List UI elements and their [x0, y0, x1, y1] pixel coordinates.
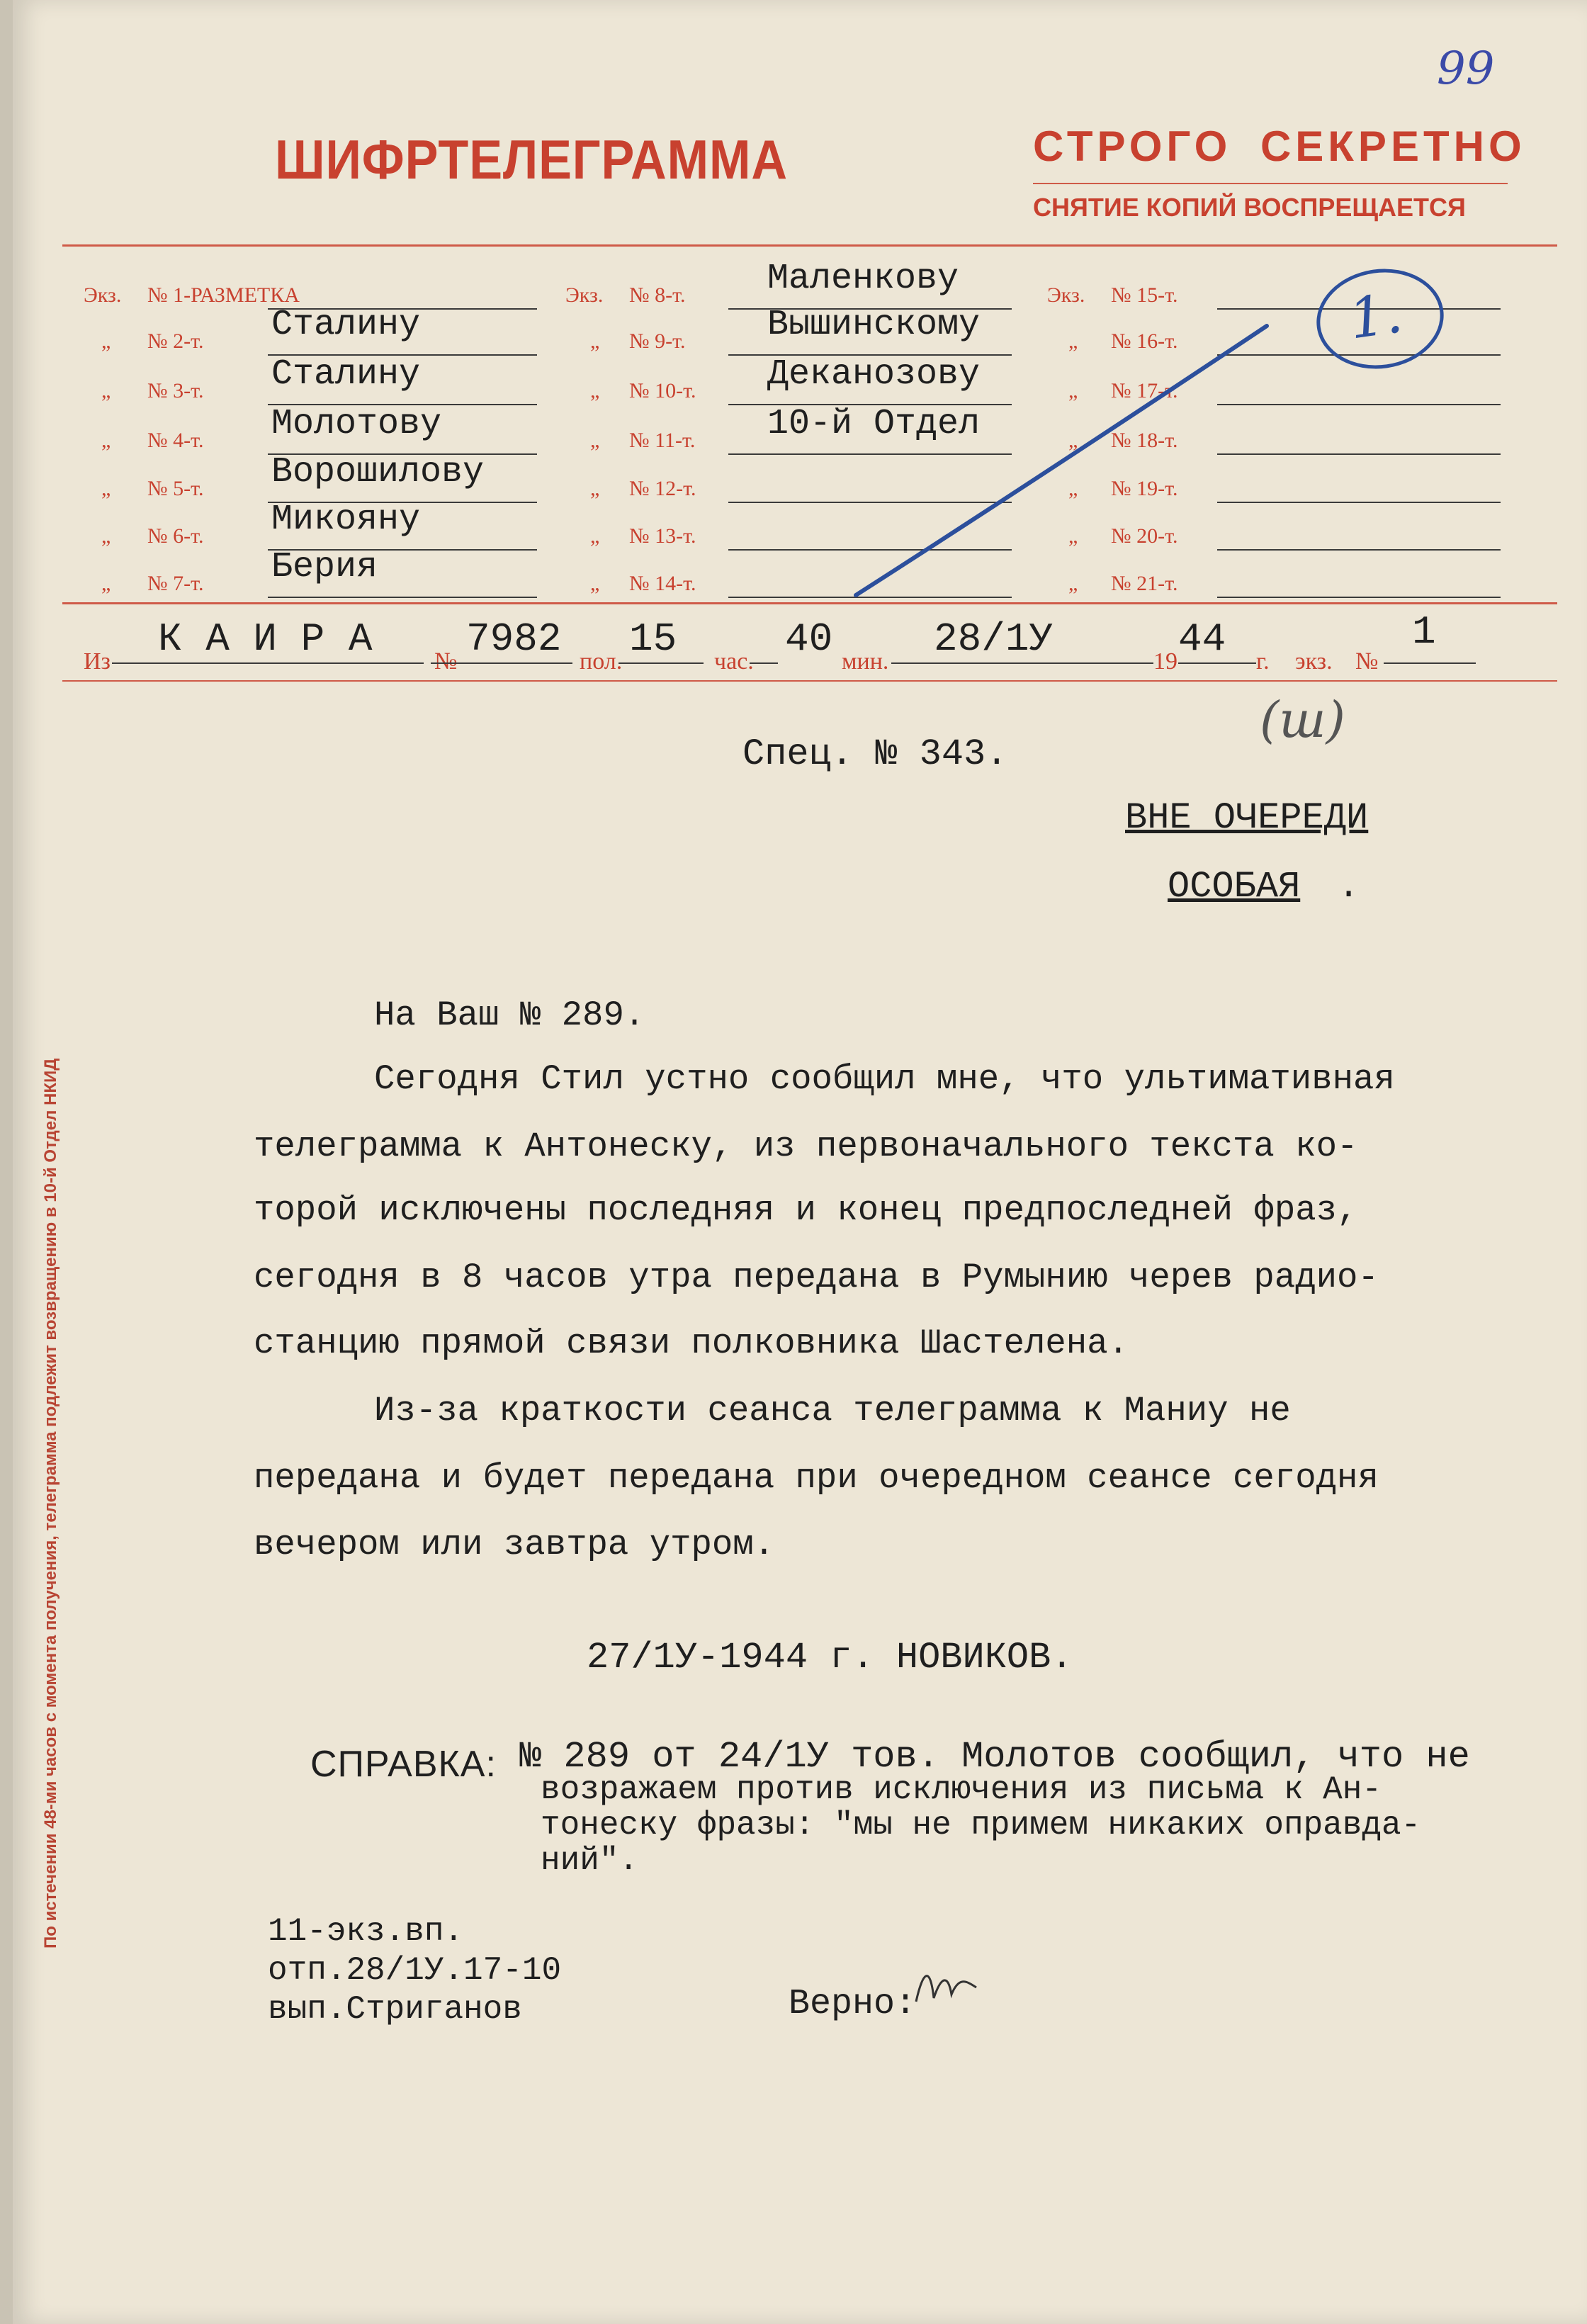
copy-prefix: „	[590, 524, 600, 548]
copy-prefix: „	[590, 572, 600, 595]
copy-number-label: № 10-т.	[629, 379, 696, 402]
reference-label: СПРАВКА:	[310, 1744, 497, 1785]
copy-prefix: „	[1068, 572, 1078, 595]
copy-number-label: № 19-т.	[1111, 477, 1178, 500]
body-line: торой исключены последняя и конец предпоследней фраз,	[254, 1190, 1358, 1230]
recipient-name: Сталину	[271, 305, 421, 345]
copy-number-label: № 20-т.	[1111, 524, 1178, 548]
document-page	[13, 0, 1587, 2324]
copy-prefix: „	[1068, 429, 1078, 452]
origin-copy-label: экз.	[1295, 648, 1333, 675]
origin-underline	[1178, 662, 1256, 664]
circled-copy-number	[1310, 261, 1450, 377]
origin-underline	[619, 662, 704, 664]
origin-hour-label: час.	[714, 648, 754, 675]
origin-number-value: 7982	[466, 616, 562, 662]
copy-prefix: „	[590, 379, 600, 402]
header-bottom-rule	[62, 244, 1557, 247]
recipient-name: 10-й Отдел	[767, 404, 981, 444]
origin-number-label: №	[434, 648, 458, 675]
copy-number-label: № 18-т.	[1111, 429, 1178, 452]
origin-year-prefix: 19	[1153, 648, 1177, 675]
copy-prefix: „	[590, 429, 600, 452]
recipient-name: Ворошилову	[271, 452, 485, 492]
copy-number-label: № 8-т.	[629, 283, 686, 307]
copy-number-label: № 6-т.	[147, 524, 204, 548]
recipient-name: Микояну	[271, 500, 421, 540]
circled-copy-text: 1.	[1345, 281, 1406, 352]
copy-prefix: „	[590, 329, 600, 353]
origin-year-value: 44	[1178, 616, 1226, 662]
origin-received-label: пол.	[580, 648, 623, 675]
verified-signature	[913, 1963, 983, 2012]
body-line: сегодня в 8 часов утра передана в Румынию черев радио-	[254, 1258, 1379, 1297]
origin-minute-label: мин.	[842, 648, 889, 675]
priority-dot: .	[1338, 866, 1360, 908]
origin-copy-number-label: №	[1355, 648, 1379, 675]
origin-from-value: К А И Р А	[158, 616, 373, 662]
header-divider	[1033, 183, 1508, 184]
body-line: На Ваш № 289.	[374, 995, 645, 1035]
copy-number-label: № 3-т.	[147, 379, 204, 402]
reference-line: возражаем против исключения из письма к Ан-	[541, 1771, 1382, 1808]
page-number: 99	[1437, 43, 1495, 95]
origin-underline	[1384, 662, 1476, 664]
priority-out-of-turn: ВНЕ ОЧЕРЕДИ	[1125, 797, 1369, 839]
copy-prefix: Экз.	[1047, 283, 1085, 307]
copy-number-label: № 5-т.	[147, 477, 204, 500]
reference-line: тонеску фразы: "мы не примем никаких оправда-	[541, 1807, 1421, 1844]
reference-line: № 289 от 24/1У тов. Молотов сообщил, что не	[519, 1736, 1470, 1778]
secrecy-stamp: СТРОГО СЕКРЕТНО	[1033, 123, 1526, 170]
recipient-name: Вышинскому	[767, 305, 981, 345]
copy-prefix: „	[590, 477, 600, 500]
copy-prefix: „	[101, 429, 111, 452]
footer-line: 11-экз.вп.	[268, 1913, 464, 1950]
handwritten-mark: (ш)	[1260, 691, 1345, 749]
copy-number-label: № 11-т.	[629, 429, 696, 452]
footer-line: вып.Стриганов	[268, 1991, 522, 2028]
copy-prefix: „	[101, 379, 111, 402]
body-line: передана и будет передана при очередном сеансе сегодня	[254, 1458, 1379, 1498]
copy-prefix: „	[1068, 329, 1078, 353]
copy-number-label: № 4-т.	[147, 429, 204, 452]
origin-copy-value: 1	[1412, 609, 1436, 655]
verified-label: Верно:	[789, 1984, 917, 2024]
copy-prefix: „	[101, 572, 111, 595]
body-line: Из-за краткости сеанса телеграмма к Маниу не	[374, 1391, 1291, 1431]
body-line: Сегодня Стил устно сообщил мне, что ультимативная	[374, 1059, 1395, 1099]
copy-prefix: „	[101, 477, 111, 500]
copy-prefix: Экз.	[565, 283, 604, 307]
copy-prefix: „	[101, 329, 111, 353]
origin-underline	[891, 662, 1153, 664]
body-line: вечером или завтра утром.	[254, 1525, 775, 1564]
copy-prefix: „	[1068, 477, 1078, 500]
copy-prefix: „	[101, 524, 111, 548]
spec-number: Спец. № 343.	[742, 733, 1008, 775]
recipient-line	[268, 597, 537, 598]
copy-notice: СНЯТИЕ КОПИЙ ВОСПРЕЩАЕТСЯ	[1033, 193, 1466, 222]
origin-date-value: 28/1У	[934, 616, 1054, 662]
document-title: ШИФРТЕЛЕГРАММА	[275, 128, 788, 191]
retention-margin-note: По истечении 48-ми часов с момента получения, телеграмма подлежит возвращению в 10-й Отдел НКИД	[41, 1058, 60, 1948]
origin-from-label: Из	[84, 648, 111, 675]
signature-line: 27/1У-1944 г. НОВИКОВ.	[587, 1637, 1073, 1679]
body-line: станцию прямой связи полковника Шастелена.	[254, 1324, 1129, 1363]
copy-number-label: № 13-т.	[629, 524, 696, 548]
recipient-name: Деканозову	[767, 354, 981, 395]
copy-prefix: Экз.	[84, 283, 122, 307]
recipient-name: Молотову	[271, 404, 442, 444]
origin-bottom-rule	[62, 680, 1557, 682]
reference-line: ний".	[541, 1842, 639, 1879]
copy-number-label: № 9-т.	[629, 329, 686, 353]
footer-line: отп.28/1У.17-10	[268, 1952, 562, 1989]
recipient-name: Берия	[271, 547, 378, 587]
copy-prefix: „	[1068, 524, 1078, 548]
copy-number-label: № 17-т.	[1111, 379, 1178, 402]
body-line: телеграмма к Антонеску, из первоначального текста ко-	[254, 1127, 1358, 1166]
copy-number-label: № 21-т.	[1111, 572, 1178, 595]
pen-stroke	[849, 312, 1274, 609]
copy-number-label: № 2-т.	[147, 329, 204, 353]
copy-number-label: № 12-т.	[629, 477, 696, 500]
copy-number-label: № 15-т.	[1111, 283, 1178, 307]
copy-prefix: „	[1068, 379, 1078, 402]
copy-number-label: № 14-т.	[629, 572, 696, 595]
origin-minute-value: 40	[785, 616, 833, 662]
origin-underline	[431, 662, 572, 664]
copy-number-label: № 1-РАЗМЕТКА	[147, 283, 300, 307]
recipient-name: Сталину	[271, 354, 421, 395]
copy-number-label: № 7-т.	[147, 572, 204, 595]
origin-underline	[112, 662, 424, 664]
origin-underline	[750, 662, 778, 664]
table-bottom-rule	[62, 602, 1557, 604]
copy-number-label: № 16-т.	[1111, 329, 1178, 353]
priority-special: ОСОБАЯ	[1168, 866, 1301, 908]
recipient-name: Маленкову	[767, 259, 959, 299]
origin-year-label: г.	[1256, 648, 1270, 675]
origin-hour-value: 15	[629, 616, 677, 662]
